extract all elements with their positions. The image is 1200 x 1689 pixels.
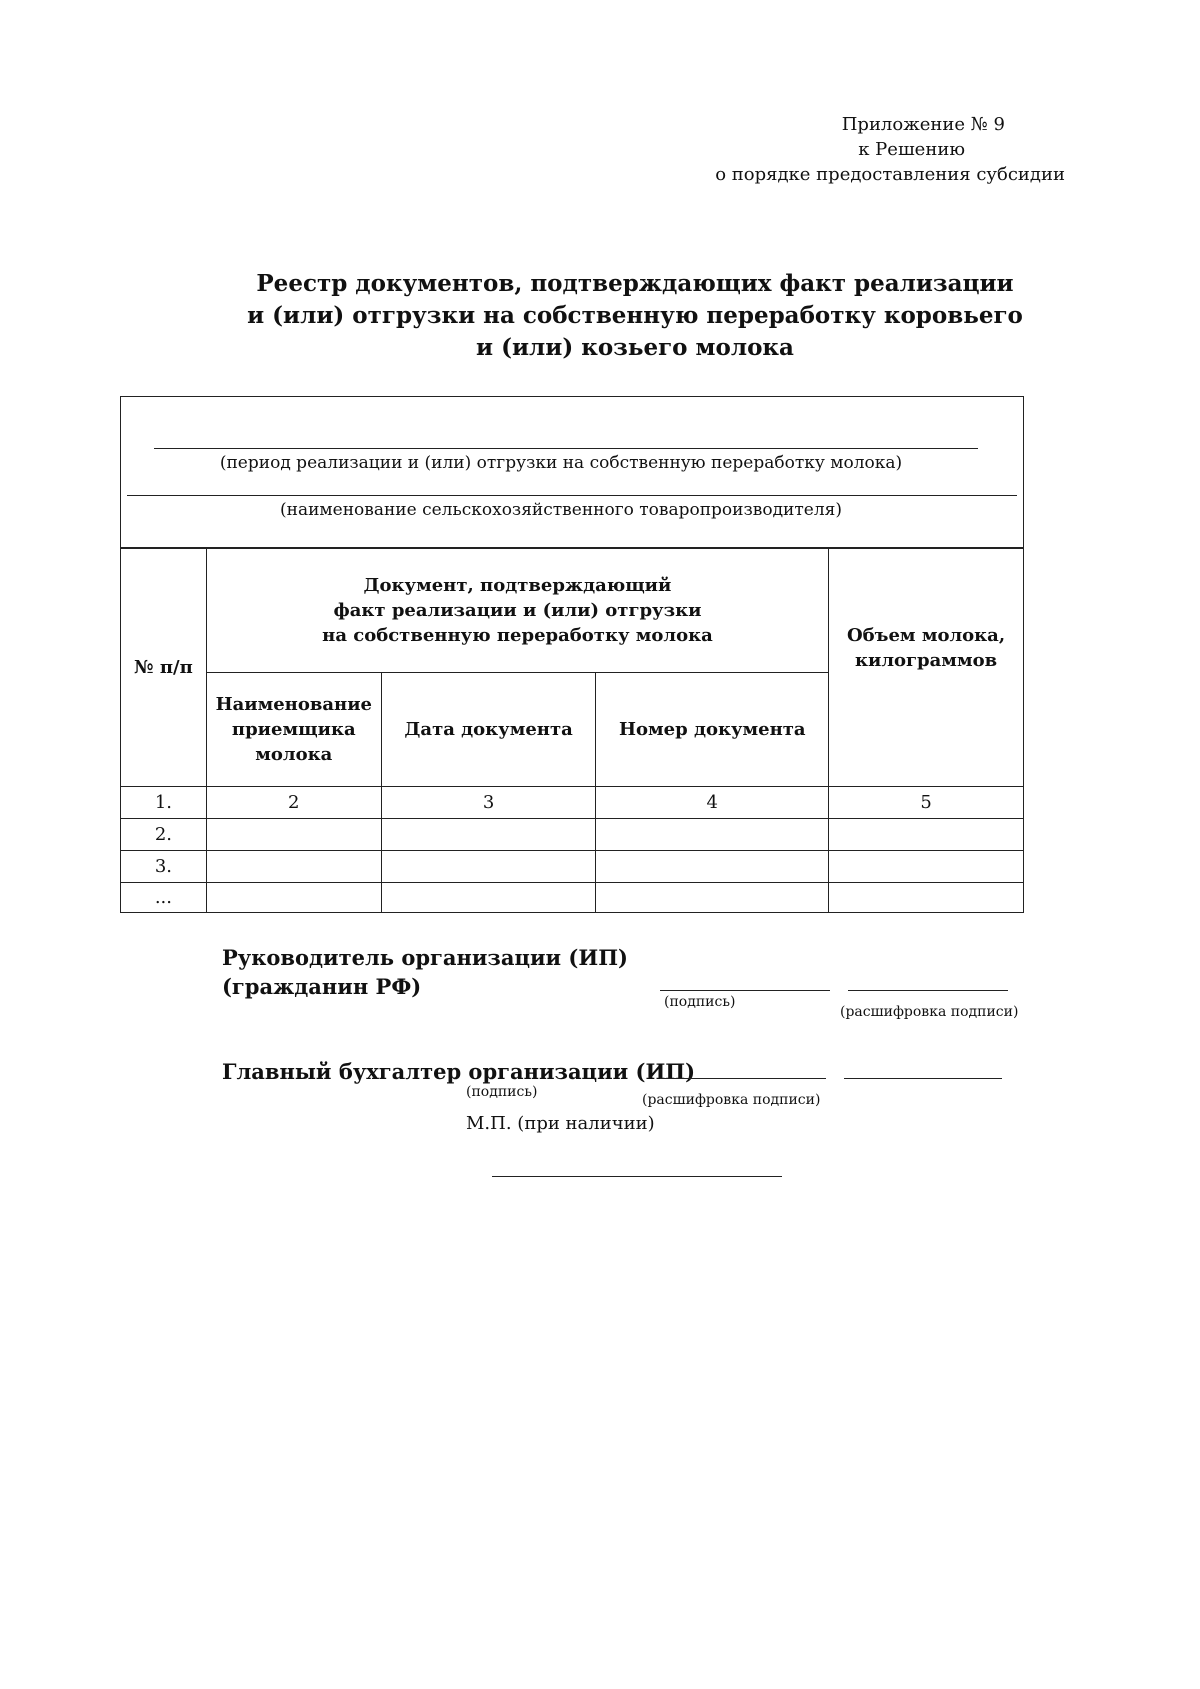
producer-fill-line[interactable] <box>127 495 1017 496</box>
col-header-date: Дата документа <box>381 673 596 787</box>
table-cell: 3 <box>381 787 596 819</box>
table-cell: 2 <box>206 787 381 819</box>
col-header-volume: Объем молока, килограммов <box>829 549 1024 787</box>
table-cell: 5 <box>829 787 1024 819</box>
col-header-docnum: Номер документа <box>596 673 829 787</box>
title-line-2: и (или) отгрузки на собственную переработку коровьего <box>247 302 1023 329</box>
appendix-header <box>565 112 1065 187</box>
period-caption: (период реализации и (или) отгрузки на собственную переработку молока) <box>219 453 903 473</box>
row-number: 2. <box>121 819 207 851</box>
table-cell[interactable] <box>596 851 829 883</box>
table-cell[interactable] <box>596 819 829 851</box>
accountant-decode-caption: (расшифровка подписи) <box>642 1092 821 1108</box>
accountant-signature-label: Главный бухгалтер организации (ИП) <box>222 1059 696 1084</box>
table-cell[interactable] <box>206 851 381 883</box>
table-cell[interactable] <box>381 819 596 851</box>
table-cell[interactable] <box>206 819 381 851</box>
table-cell[interactable] <box>829 819 1024 851</box>
head-signature-label: Руководитель организации (ИП) (гражданин РФ) <box>222 945 628 999</box>
accountant-decode-line[interactable] <box>844 1078 1002 1079</box>
table-cell[interactable] <box>381 851 596 883</box>
producer-caption: (наименование сельскохозяйственного товаропроизводителя) <box>279 500 842 520</box>
appendix-number: Приложение № 9 <box>841 114 1005 135</box>
col-header-document-group: Документ, подтверждающий факт реализации и (или) отгрузки на собственную переработку молока <box>206 549 828 673</box>
title-line-3: и (или) козьего молока <box>476 334 794 361</box>
table-row <box>121 819 1024 851</box>
table-cell: 4 <box>596 787 829 819</box>
col-header-receiver: Наименование приемщика молока <box>206 673 381 787</box>
table-numbering-row <box>121 787 1024 819</box>
table-cell[interactable] <box>206 883 381 913</box>
head-signature-caption: (подпись) <box>664 994 736 1010</box>
appendix-reference: к Решению <box>858 139 965 160</box>
appendix-subject: о порядке предоставления субсидии <box>715 164 1065 185</box>
footer-rule <box>492 1176 782 1177</box>
col-header-number: № п/п <box>121 549 207 787</box>
table-row <box>121 851 1024 883</box>
accountant-signature-caption: (подпись) <box>466 1084 538 1100</box>
table-cell: 1. <box>121 787 207 819</box>
stamp-label: М.П. (при наличии) <box>466 1113 655 1134</box>
register-table <box>120 548 1024 913</box>
row-number: ... <box>121 883 207 913</box>
title-line-1: Реестр документов, подтверждающих факт реализации <box>256 270 1014 297</box>
row-number: 3. <box>121 851 207 883</box>
table-cell[interactable] <box>381 883 596 913</box>
period-fill-line[interactable] <box>154 448 978 449</box>
header-box <box>120 396 1024 548</box>
head-decode-caption: (расшифровка подписи) <box>840 1004 1019 1020</box>
head-decode-line[interactable] <box>848 990 1008 991</box>
accountant-signature-line[interactable] <box>660 1078 826 1079</box>
head-signature-line[interactable] <box>660 990 830 991</box>
table-cell[interactable] <box>829 851 1024 883</box>
table-cell[interactable] <box>829 883 1024 913</box>
table-cell[interactable] <box>596 883 829 913</box>
table-row <box>121 883 1024 913</box>
document-title <box>230 268 1040 364</box>
